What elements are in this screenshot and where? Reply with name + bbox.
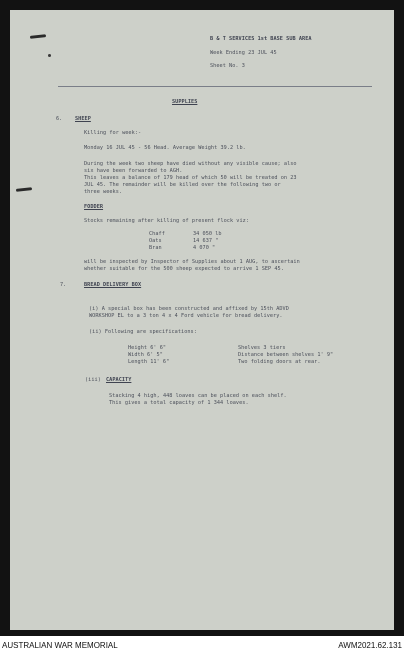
sub-heading-fodder: FODDER (84, 204, 104, 210)
footer-accession-number: AWM2021.62.131 (338, 641, 402, 650)
paragraph-line: will be inspected by Inspector of Supplies about 1 AUG, to ascertain (84, 259, 300, 265)
punch-hole-mark (30, 34, 46, 39)
paragraph-line: six have been forwarded to AGH. (84, 168, 183, 174)
stocks-intro: Stocks remaining after killing of present flock viz: (84, 218, 250, 224)
footer-institution: AUSTRALIAN WAR MEMORIAL (2, 641, 118, 650)
page-title: SUPPLIES (172, 99, 198, 105)
spec-left: Length 11' 6" (128, 359, 170, 365)
paragraph-line: Stacking 4 high, 448 loaves can be placed on each shelf. (109, 393, 287, 399)
paragraph-line: (ii) Following are specifications: (89, 329, 197, 335)
paragraph-line: three weeks. (84, 189, 123, 195)
header-week: Week Ending 23 JUL 45 (210, 50, 277, 56)
section-number: 7. (60, 282, 67, 288)
header-unit: B & T SERVICES 1st BASE SUB AREA (210, 36, 312, 42)
stock-qty: 4 070 " (193, 245, 216, 251)
paragraph-line: This leaves a balance of 179 head of which 50 will be treated on 23 (84, 175, 297, 181)
paragraph-line: During the week two sheep have died without any visible cause; also (84, 161, 297, 167)
stock-item: Oats (149, 238, 162, 244)
spec-right: Distance between shelves 1' 9" (238, 352, 334, 358)
header-sheet: Sheet No. 3 (210, 63, 245, 69)
stock-qty: 14 637 " (193, 238, 219, 244)
stock-item: Bran (149, 245, 162, 251)
sub-heading: Killing for week:- (84, 130, 142, 136)
spec-right: Shelves 3 tiers (238, 345, 286, 351)
punch-hole-mark (48, 54, 51, 57)
kill-record: Monday 16 JUL 45 - 56 Head. Average Weight 39.2 lb. (84, 145, 246, 151)
paragraph-line: This gives a total capacity of 1 344 loaves. (109, 400, 249, 406)
spec-left: Height 6' 6" (128, 345, 167, 351)
punch-hole-mark (16, 187, 32, 192)
section-number: 6. (56, 116, 63, 122)
header-divider (58, 86, 372, 87)
stock-item: Chaff (149, 231, 165, 237)
section-heading: BREAD DELIVERY BOX (84, 282, 142, 288)
stock-qty: 34 050 lb (193, 231, 222, 237)
paragraph-line: (i) A special box has been constructed and affixed by 15th ADVD (89, 306, 289, 312)
paragraph-line: WORKSHOP EL to a 3 ton 4 x 4 Ford vehicle for bread delivery. (89, 313, 283, 319)
spec-right: Two folding doors at rear. (238, 359, 321, 365)
sub-heading-capacity: CAPACITY (106, 377, 132, 383)
paragraph-line: JUL 45. The remainder will be killed over the following two or (84, 182, 281, 188)
document-page (10, 10, 394, 630)
item-label: (iii) (85, 377, 101, 383)
spec-left: Width 6' 5" (128, 352, 163, 358)
section-heading: SHEEP (75, 116, 91, 122)
paragraph-line: whether suitable for the 500 sheep expected to arrive 1 SEP 45. (84, 266, 284, 272)
